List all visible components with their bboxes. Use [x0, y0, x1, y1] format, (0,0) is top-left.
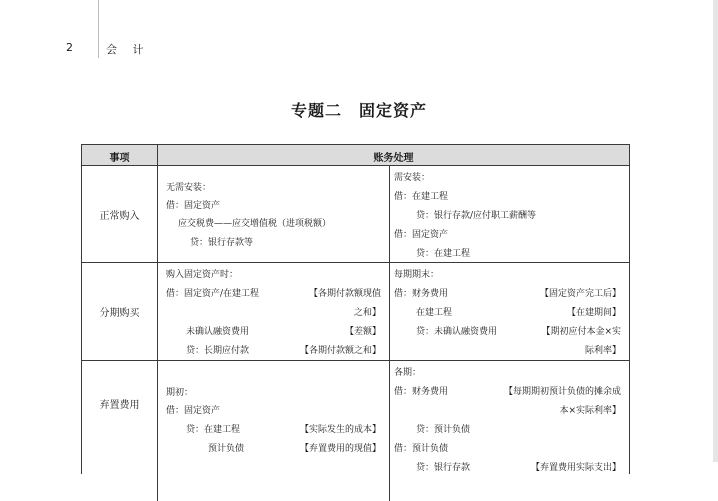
entry-line: 借：财务费用 — [394, 289, 449, 299]
row-category: 正常购入 — [99, 210, 140, 222]
entry-line: 贷：在建工程 — [416, 249, 471, 259]
entry-note: 【每期期初预计负债的摊余成 — [503, 387, 621, 397]
entry-line: 贷：在建工程 — [186, 425, 241, 435]
left-entry — [157, 361, 389, 501]
entry-line: 借：预计负债 — [394, 444, 449, 454]
entry-note: 【期初应付本金×实 — [541, 327, 621, 337]
book-title: 会 计 — [106, 43, 150, 56]
entry-note: 【固定资产完工后】 — [539, 289, 621, 299]
right-entry — [389, 361, 629, 501]
row-category: 分期购买 — [99, 308, 140, 319]
page-title: 专题二 固定资产 — [290, 101, 427, 120]
entry-note: 【各期付款额现值 — [308, 289, 381, 299]
scroll-edge — [713, 0, 718, 462]
entry-line: 贷：银行存款 — [416, 463, 471, 473]
row-category-label: 弃置费用 — [99, 399, 140, 411]
entry-note: 【在建期间】 — [566, 308, 621, 318]
entry-line: 各期： — [394, 368, 422, 378]
left-entry — [157, 166, 389, 262]
entry-line: 贷：长期应付款 — [186, 346, 250, 356]
table-header — [82, 145, 629, 166]
entry-note: 【实际发生的成本】 — [299, 425, 381, 435]
left-entry — [157, 263, 389, 360]
header-matter: 事项 — [109, 153, 130, 164]
header-accounting: 账务处理 — [157, 145, 629, 165]
table-row — [82, 263, 629, 361]
entry-note: 之和】 — [353, 308, 381, 318]
entry-note: 【弃置费用实际支出】 — [530, 463, 621, 473]
entry-line: 预计负债 — [208, 444, 245, 454]
entry-line: 应交税费——应交增值税（进项税额） — [178, 219, 332, 229]
entry-line: 借：固定资产 — [394, 230, 449, 240]
entry-note: 际利率】 — [584, 346, 621, 356]
right-entry — [389, 263, 629, 360]
entry-note: 【弃置费用的现值】 — [299, 444, 381, 454]
entry-line: 贷：银行存款等 — [190, 238, 254, 248]
entry-line: 在建工程 — [416, 308, 453, 318]
entry-line: 期初： — [166, 388, 194, 398]
entry-line: 借：固定资产/在建工程 — [166, 289, 260, 299]
row-category — [82, 361, 157, 445]
entry-line: 无需安装： — [166, 183, 212, 193]
entry-note: 【差额】 — [344, 327, 381, 337]
entry-line: 需安装： — [394, 173, 431, 183]
entry-line: 购入固定资产时： — [166, 270, 239, 280]
entry-line: 每期期末： — [394, 270, 440, 280]
entry-line: 贷：银行存款/应付职工薪酬等 — [416, 211, 537, 221]
entry-note: 【各期付款额之和】 — [299, 346, 381, 356]
entry-line: 未确认融资费用 — [186, 327, 250, 337]
entry-line: 借：财务费用 — [394, 387, 449, 397]
entry-line: 贷：未确认融资费用 — [416, 327, 498, 337]
margin-line — [98, 0, 99, 58]
entry-note: 本×实际利率】 — [559, 406, 621, 416]
entry-line: 借：在建工程 — [394, 192, 449, 202]
entry-line: 贷：预计负债 — [416, 425, 471, 435]
entry-line: 借：固定资产 — [166, 201, 221, 211]
right-entry — [389, 166, 629, 262]
table-row — [82, 166, 629, 263]
entry-line: 借：固定资产 — [166, 406, 221, 416]
table-row — [82, 361, 629, 501]
page-number: 2 — [66, 41, 73, 54]
accounting-table — [81, 144, 630, 474]
